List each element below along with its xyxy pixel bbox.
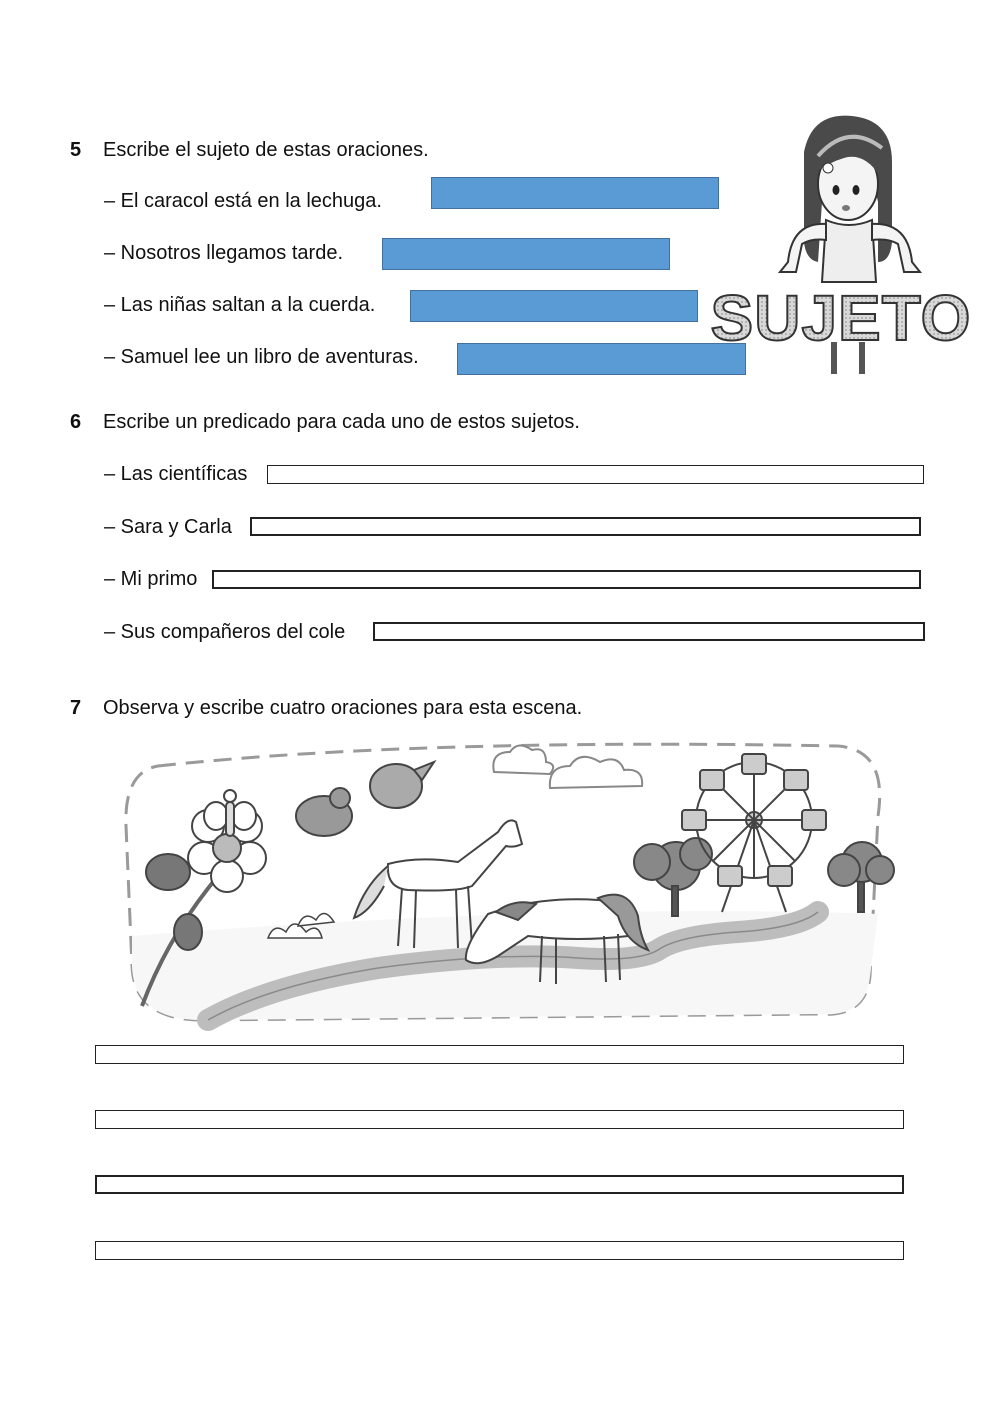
sujeto-banner-word: SUJETO (710, 282, 972, 354)
predicate-input-4[interactable] (373, 622, 925, 641)
exercise-6-item-1: – Las científicas (104, 463, 248, 485)
exercise-5-title: Escribe el sujeto de estas oraciones. (103, 139, 429, 161)
girl-sujeto-illustration (710, 112, 972, 377)
subject-answer-box-2[interactable] (382, 238, 670, 270)
subject-answer-box-1[interactable] (431, 177, 719, 209)
subject-answer-box-3[interactable] (410, 290, 698, 322)
exercise-5-item-2: – Nosotros llegamos tarde. (104, 242, 344, 264)
exercise-6-item-3: – Mi primo (104, 568, 198, 590)
exercise-5-item-3: – Las niñas saltan a la cuerda. (104, 294, 376, 316)
park-scene-illustration (118, 736, 908, 1026)
sentence-input-2[interactable] (95, 1110, 904, 1129)
sentence-input-4[interactable] (95, 1241, 904, 1260)
exercise-7-title: Observa y escribe cuatro oraciones para esta escena. (103, 697, 583, 719)
predicate-input-1[interactable] (267, 465, 924, 484)
exercise-7-number: 7 (70, 697, 82, 719)
sentence-input-3[interactable] (95, 1175, 904, 1194)
exercise-6-number: 6 (70, 411, 82, 433)
sentence-input-1[interactable] (95, 1045, 904, 1064)
exercise-6-item-2: – Sara y Carla (104, 516, 232, 538)
exercise-5-item-1: – El caracol está en la lechuga. (104, 190, 382, 212)
subject-answer-box-4[interactable] (457, 343, 746, 375)
exercise-5-number: 5 (70, 139, 82, 161)
exercise-6-item-4: – Sus compañeros del cole (104, 621, 346, 643)
predicate-input-3[interactable] (212, 570, 921, 589)
exercise-6-title: Escribe un predicado para cada uno de estos sujetos. (103, 411, 580, 433)
exercise-5-item-4: – Samuel lee un libro de aventuras. (104, 346, 419, 368)
predicate-input-2[interactable] (250, 517, 921, 536)
